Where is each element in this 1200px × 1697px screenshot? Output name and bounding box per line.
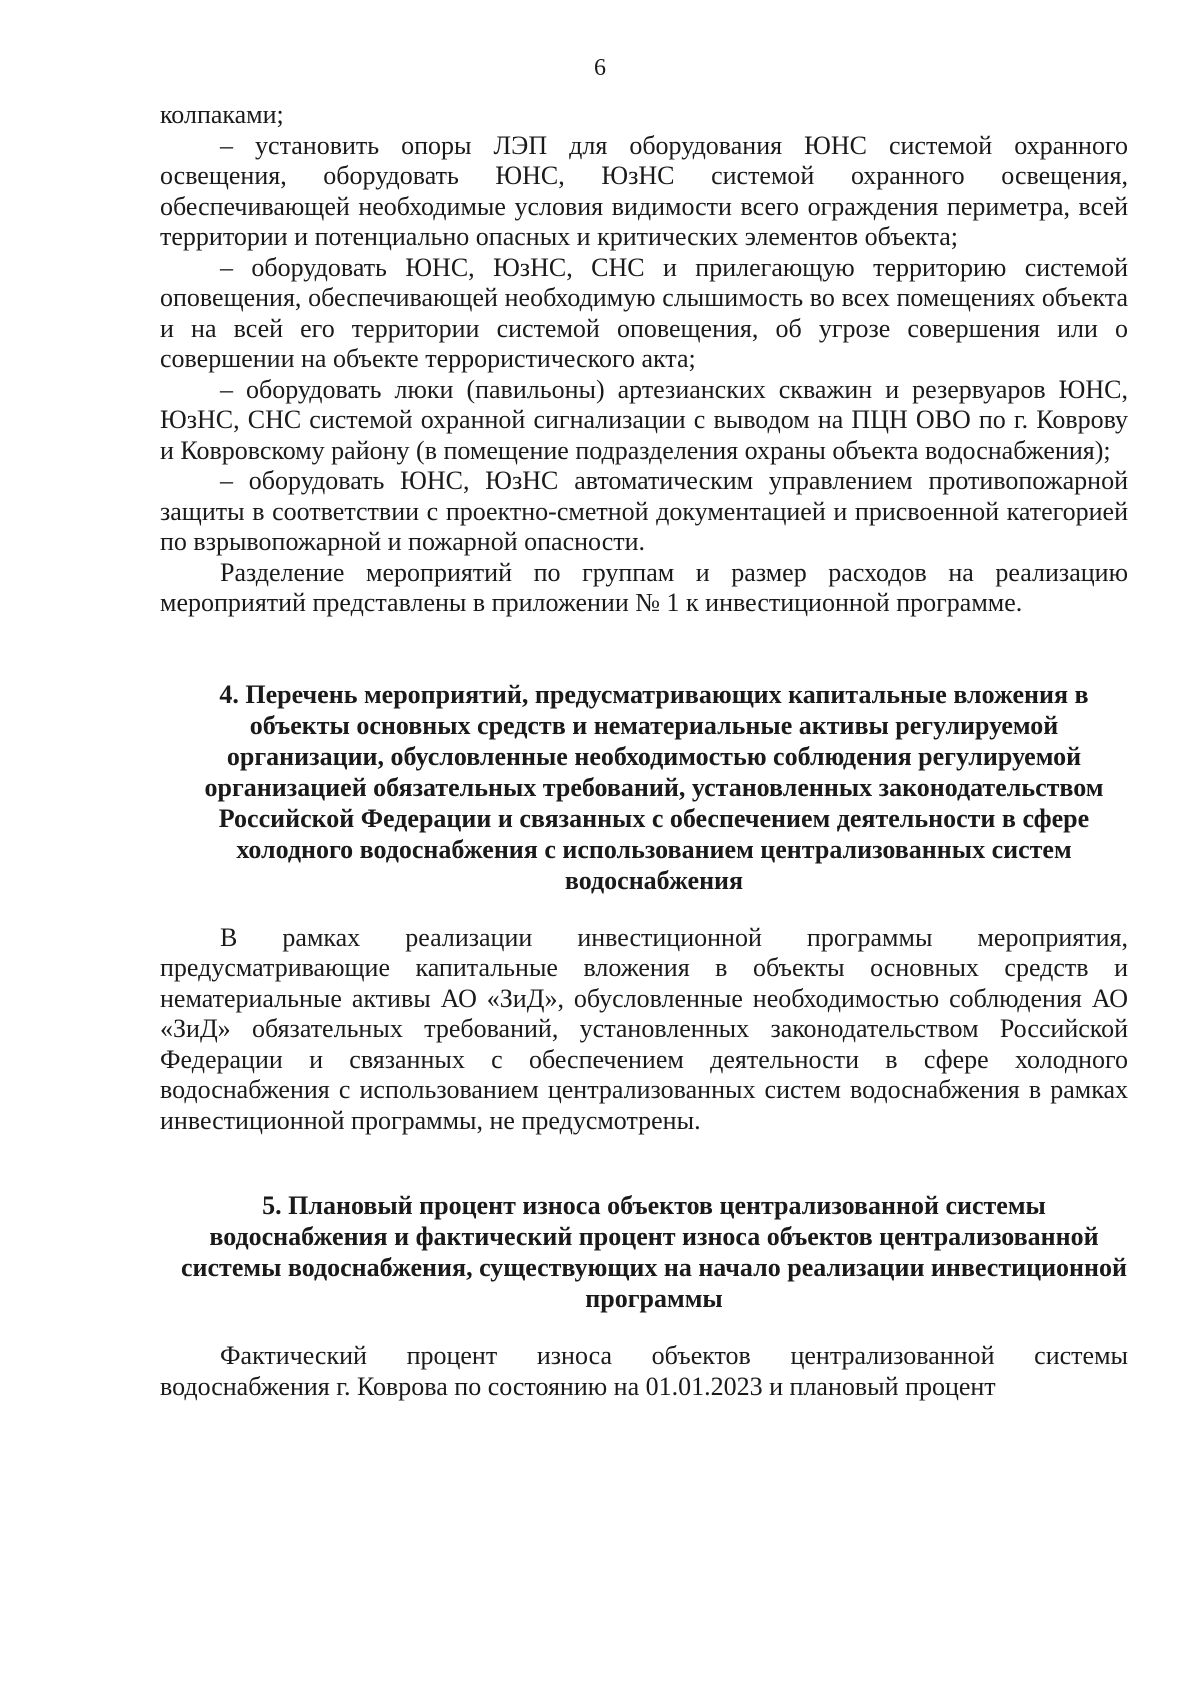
page-number: 6: [594, 55, 606, 81]
section-5-paragraph: Фактический процент износа объектов централизованной системы водоснабжения г. Коврова по состоянию на 01.01.2023 и плановый процент: [160, 1341, 1128, 1401]
continuation-text: колпаками;: [160, 100, 284, 129]
list-item: – оборудовать люки (павильоны) артезианских скважин и резервуаров ЮНС, ЮзНС, СНС системой охранной сигнализации с выводом на ПЦН ОВО по г. Коврову и Ковровскому району (в помещение подразделения охраны объекта водоснабжения);: [160, 374, 1128, 465]
section-4-paragraph: В рамках реализации инвестиционной программы мероприятия, предусматривающие капитальные вложения в объекты основных средств и нематериальные активы АО «ЗиД», обусловленные необходимостью соблюдения АО «ЗиД» обязательных требований, установленных законодательством Российской Федерации и связанных с обеспечением деятельности в сфере холодного водоснабжения с использованием централизованных систем водоснабжения в рамках инвестиционной программы, не предусмотрены.: [160, 922, 1128, 1135]
page-footer: [160, 1637, 1128, 1638]
list-item: – оборудовать ЮНС, ЮзНС автоматическим управлением противопожарной защиты в соответствии с проектно-сметной документацией и присвоенной категорией по взрывопожарной и пожарной опасности.: [160, 466, 1128, 556]
page-content: [160, 100, 1128, 1402]
section-4-heading: 4. Перечень мероприятий, предусматривающих капитальные вложения в объекты основных средств и нематериальные активы регулируемой организации, обусловленные необходимостью соблюдения регулируемой организацией обязательных требований, установленных законодательством Российской Федерации и связанных с обеспечением деятельности в сфере холодного водоснабжения с использованием централизованных систем водоснабжения: [204, 679, 1104, 895]
closing-paragraph: Разделение мероприятий по группам и размер расходов на реализацию мероприятий представлены в приложении № 1 к инвестиционной программе.: [160, 557, 1128, 617]
list-item: – установить опоры ЛЭП для оборудования ЮНС системой охранного освещения, оборудовать ЮНС, ЮзНС системой охранного освещения, обеспечивающей необходимые условия видимости всего ограждения периметра, всей территории и потенциально опасных и критических элементов объекта;: [160, 130, 1128, 251]
section-5-heading: 5. Плановый процент износа объектов централизованной системы водоснабжения и фактический процент износа объектов централизованной системы водоснабжения, существующих на начало реализации инвестиционной программы: [180, 1191, 1127, 1313]
list-item: – оборудовать ЮНС, ЮзНС, СНС и прилегающую территорию системой оповещения, обеспечивающей необходимую слышимость во всех помещениях объекта и на всей его территории системой оповещения, об угрозе совершения или о совершении на объекте террористического акта;: [160, 252, 1128, 373]
